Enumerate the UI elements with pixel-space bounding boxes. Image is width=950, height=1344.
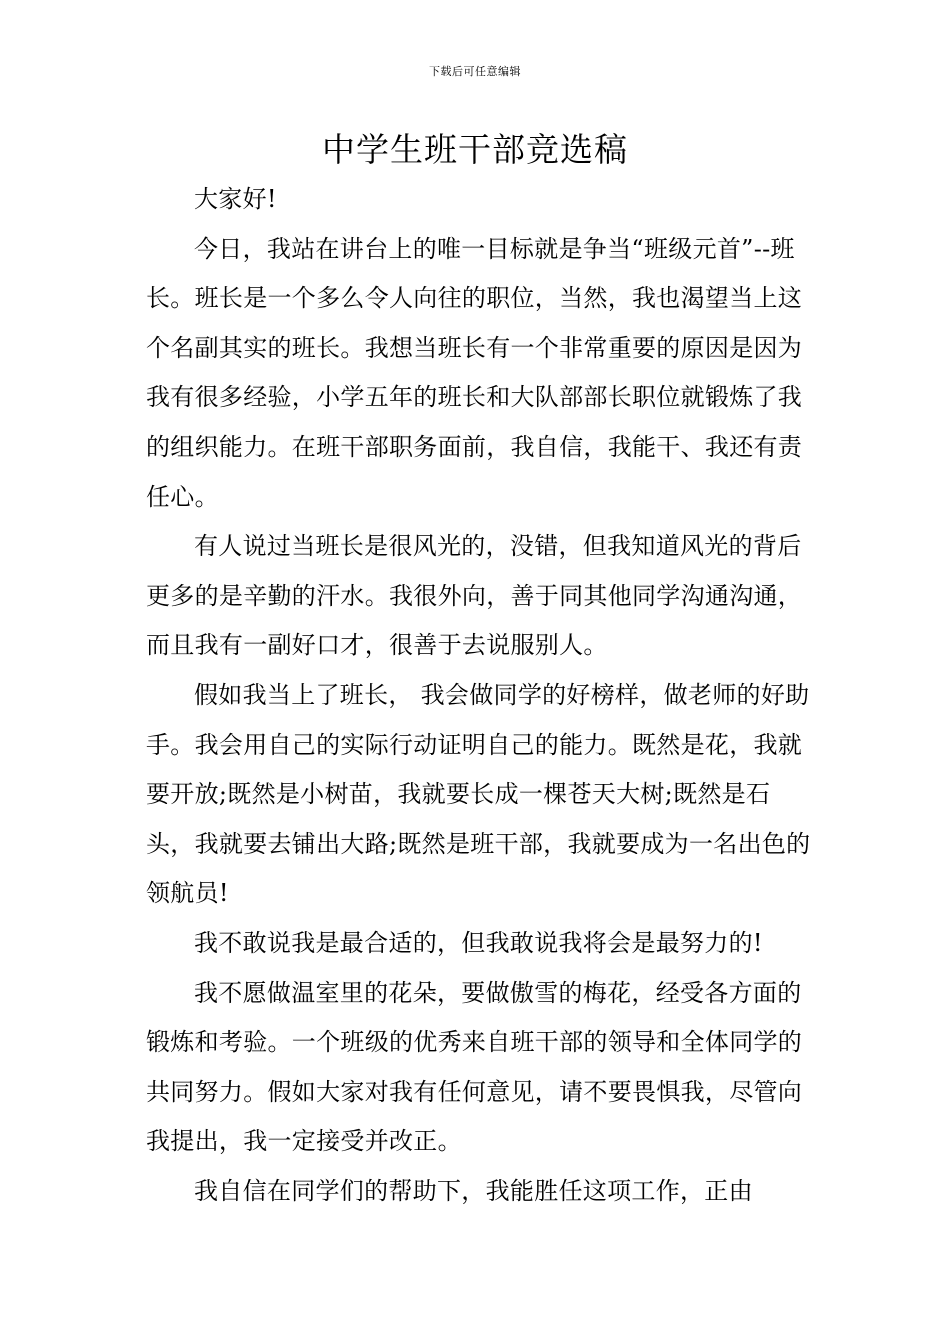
paragraph: 我自信在同学们的帮助下，我能胜任这项工作，正由	[194, 1176, 753, 1205]
paragraph-greeting: 大家好!	[194, 185, 277, 213]
paragraph: 今日，我站在讲台上的唯一目标就是争当“班级元首”--班长。班长是一个多么令人向往的职位，当然，我也渴望当上这个名副其实的班长。我想当班长有一个非常重要的原因是因为我有很多经验，小学五年的班长和大队部部长职位就锻炼了我的组织能力。在班干部职务面前，我自信，我能干、我还有责任心。	[146, 234, 803, 511]
paragraph: 我不敢说我是最合适的，但我敢说我将会是最努力的!	[194, 928, 763, 957]
paragraph: 假如我当上了班长， 我会做同学的好榜样，做老师的好助手。我会用自己的实际行动证明自己的能力。既然是花，我就要开放;既然是小树苗，我就要长成一棵苍天大树;既然是石头，我就要去铺出大路;既然是班干部，我就要成为一名出色的领航员!	[146, 680, 811, 908]
document-title: 中学生班干部竞选稿	[322, 130, 628, 169]
header-note: 下载后可任意编辑	[429, 65, 521, 78]
document-body	[146, 175, 816, 1216]
paragraph: 我不愿做温室里的花朵，要做傲雪的梅花，经受各方面的锻炼和考验。一个班级的优秀来自班干部的领导和全体同学的共同努力。假如大家对我有任何意见，请不要畏惧我，尽管向我提出，我一定接受并改正。	[146, 978, 803, 1156]
paragraph: 有人说过当班长是很风光的，没错，但我知道风光的背后更多的是辛勤的汗水。我很外向，善于同其他同学沟通沟通，而且我有一副好口才，很善于去说服别人。	[146, 532, 803, 660]
